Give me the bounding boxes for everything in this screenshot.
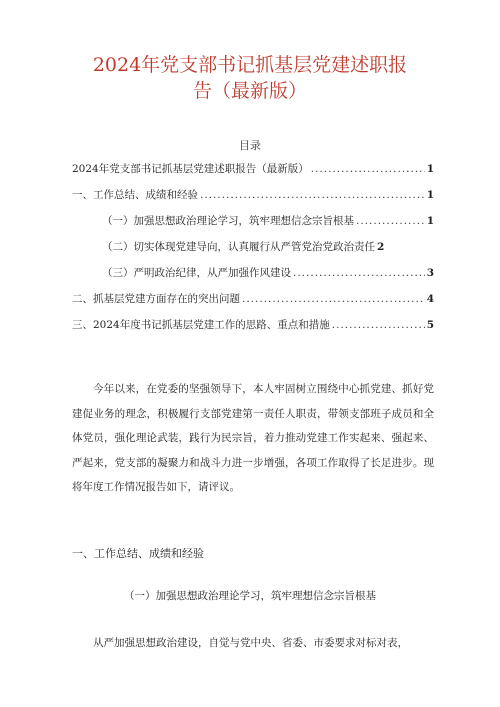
toc-item-label: 一、工作总结、成绩和经验 xyxy=(72,189,198,201)
toc-item-page: 5 xyxy=(426,319,434,331)
toc-item-page: 3 xyxy=(426,267,434,279)
subsection-heading-1: （一）加强思想政治理论学习，筑牢理想信念宗旨根基 xyxy=(124,590,376,602)
toc-leader-dots xyxy=(311,163,425,175)
document-title xyxy=(0,52,500,104)
toc-item-page: 1 xyxy=(426,163,434,175)
toc-item-page: 2 xyxy=(377,241,385,253)
toc-item[interactable] xyxy=(72,265,434,291)
section-heading-1: 一、工作总结、成绩和经验 xyxy=(72,547,204,560)
toc-leader-dots xyxy=(293,267,425,279)
toc-item-label: （二）切实体现党建导向，认真履行从严管党治党政治责任 xyxy=(102,241,375,253)
toc-item-label: 三、2024年度书记抓基层党建工作的思路、重点和措施 xyxy=(72,319,330,331)
toc-leader-dots xyxy=(200,189,425,201)
title-line-1: 2024年党支部书记抓基层党建述职报 xyxy=(92,54,408,76)
toc-item-label: 2024年党支部书记抓基层党建述职报告（最新版） xyxy=(72,163,309,175)
toc-item[interactable] xyxy=(72,187,434,213)
table-of-contents xyxy=(72,161,434,343)
toc-item-page: 1 xyxy=(426,189,434,201)
toc-item-label: （三）严明政治纪律，从严加强作风建设 xyxy=(102,267,291,279)
toc-heading: 目录 xyxy=(239,139,261,152)
toc-item-page: 4 xyxy=(426,293,434,305)
toc-leader-dots xyxy=(356,215,425,227)
title-line-2: 告（最新版） xyxy=(192,80,307,102)
toc-item[interactable] xyxy=(72,213,434,239)
toc-leader-dots xyxy=(332,319,425,331)
body-paragraph-2: 从严加强思想政治建设，自觉与党中央、省委、市委要求对标对表， xyxy=(93,637,408,649)
toc-leader-dots xyxy=(242,293,425,305)
toc-item[interactable] xyxy=(72,317,434,343)
toc-item-label: 二、抓基层党建方面存在的突出问题 xyxy=(72,293,240,305)
toc-item[interactable] xyxy=(72,291,434,317)
toc-item[interactable] xyxy=(72,161,434,187)
toc-item[interactable] xyxy=(72,239,434,265)
toc-item-label: （一）加强思想政治理论学习，筑牢理想信念宗旨根基 xyxy=(102,215,354,227)
intro-paragraph: 今年以来，在党委的坚强领导下，本人牢固树立围绕中心抓党建、抓好党建促业务的理念，积极履行支部党建第一责任人职责，带领支部班子成员和全体党员，强化理论武装，践行为民宗旨，着力推动党建工作实起来、强起来、严起来，党支部的凝聚力和战斗力进一步增强，各项工作取得了长足进步。现将年度工作情况报告如下，请评议。 xyxy=(72,383,434,493)
toc-item-page: 1 xyxy=(426,215,434,227)
